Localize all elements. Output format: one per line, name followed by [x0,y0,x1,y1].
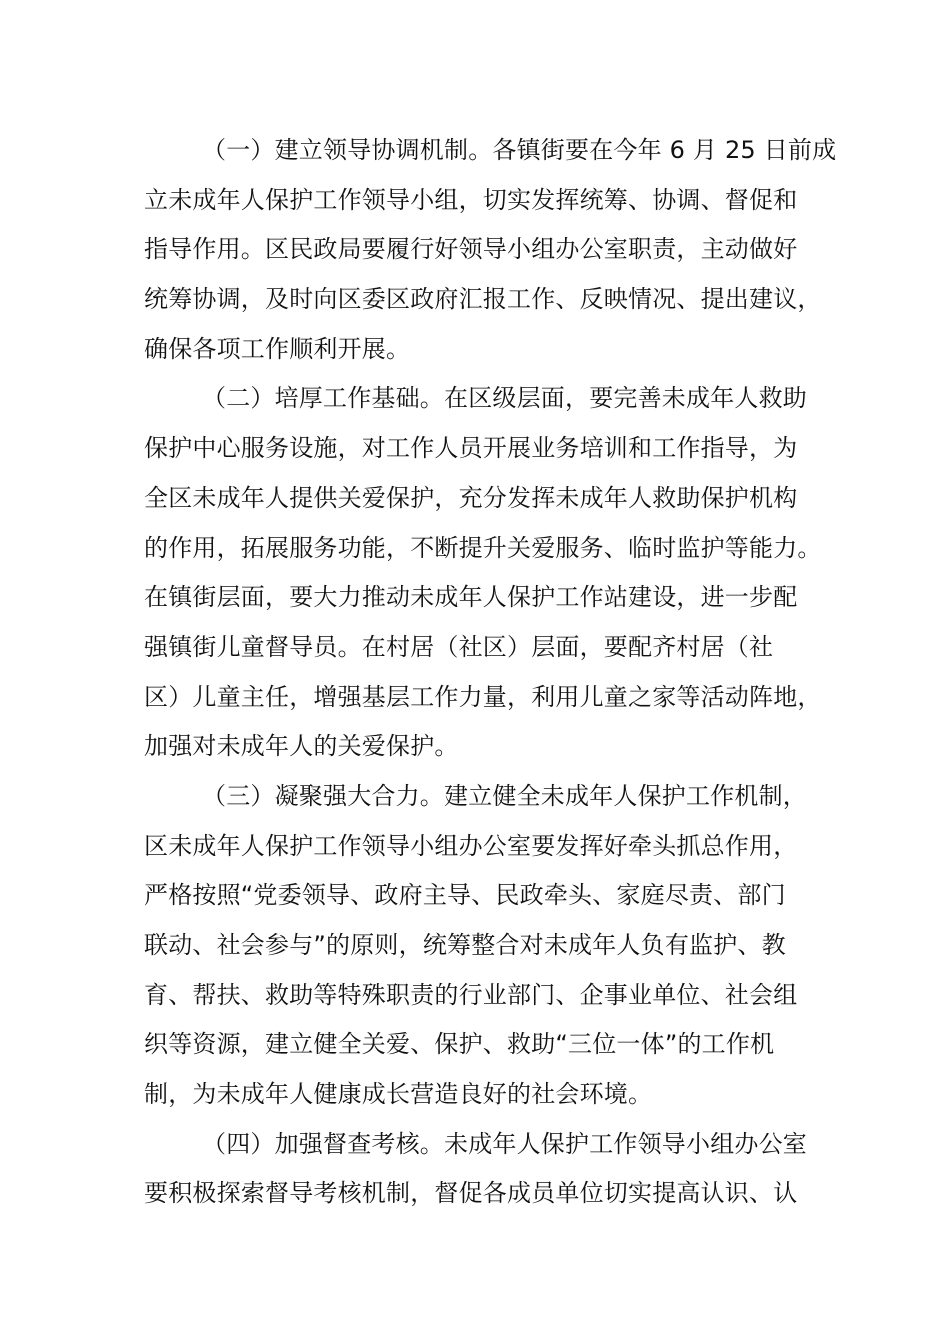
paragraph-line: （二）培厚工作基础。在区级层面，要完善未成年人救助 [202,384,807,413]
paragraph-line: （一）建立领导协调机制。各镇街要在今年 6 月 25 日前成 [202,136,837,164]
paragraph-line: （四）加强督查考核。未成年人保护工作领导小组办公室 [202,1129,807,1158]
paragraph-line: 立未成年人保护工作领导小组，切实发挥统筹、协调、督促和 [144,185,798,214]
paragraph-3 [144,772,806,1120]
paragraph-1 [144,126,837,374]
paragraph-line: 区）儿童主任，增强基层工作力量，利用儿童之家等活动阵地， [144,682,822,711]
paragraph-line: 确保各项工作顺利开展。 [144,334,411,363]
paragraph-line: 全区未成年人提供关爱保护，充分发挥未成年人救助保护机构 [144,483,798,512]
paragraph-line: 制，为未成年人健康成长营造良好的社会环境。 [144,1080,653,1109]
paragraph-line: 区未成年人保护工作领导小组办公室要发挥好牵头抓总作用， [144,831,798,860]
paragraph-line: 联动、社会参与”的原则，统筹整合对未成年人负有监护、教 [144,931,786,959]
paragraph-line: 育、帮扶、救助等特殊职责的行业部门、企事业单位、社会组 [144,980,798,1009]
document-body [144,126,837,1219]
paragraph-line: 强镇街儿童督导员。在村居（社区）层面，要配齐村居（社 [144,632,774,661]
paragraph-line: 指导作用。区民政局要履行好领导小组办公室职责，主动做好 [144,235,798,264]
paragraph-line: 统筹协调，及时向区委区政府汇报工作、反映情况、提出建议， [144,285,822,314]
paragraph-4 [144,1120,806,1219]
paragraph-line: （三）凝聚强大合力。建立健全未成年人保护工作机制， [202,781,807,810]
paragraph-2 [144,374,822,772]
paragraph-line: 严格按照“党委领导、政府主导、民政牵头、家庭尽责、部门 [144,881,786,910]
paragraph-line: 在镇街层面，要大力推动未成年人保护工作站建设，进一步配 [144,583,798,612]
paragraph-line: 加强对未成年人的关爱保护。 [144,732,459,761]
paragraph-line: 织等资源，建立健全关爱、保护、救助“三位一体”的工作机 [144,1030,775,1059]
paragraph-line: 要积极探索督导考核机制，督促各成员单位切实提高认识、认 [144,1179,798,1208]
paragraph-line: 保护中心服务设施，对工作人员开展业务培训和工作指导，为 [144,434,798,463]
paragraph-line: 的作用，拓展服务功能，不断提升关爱服务、临时监护等能力。 [144,533,822,562]
